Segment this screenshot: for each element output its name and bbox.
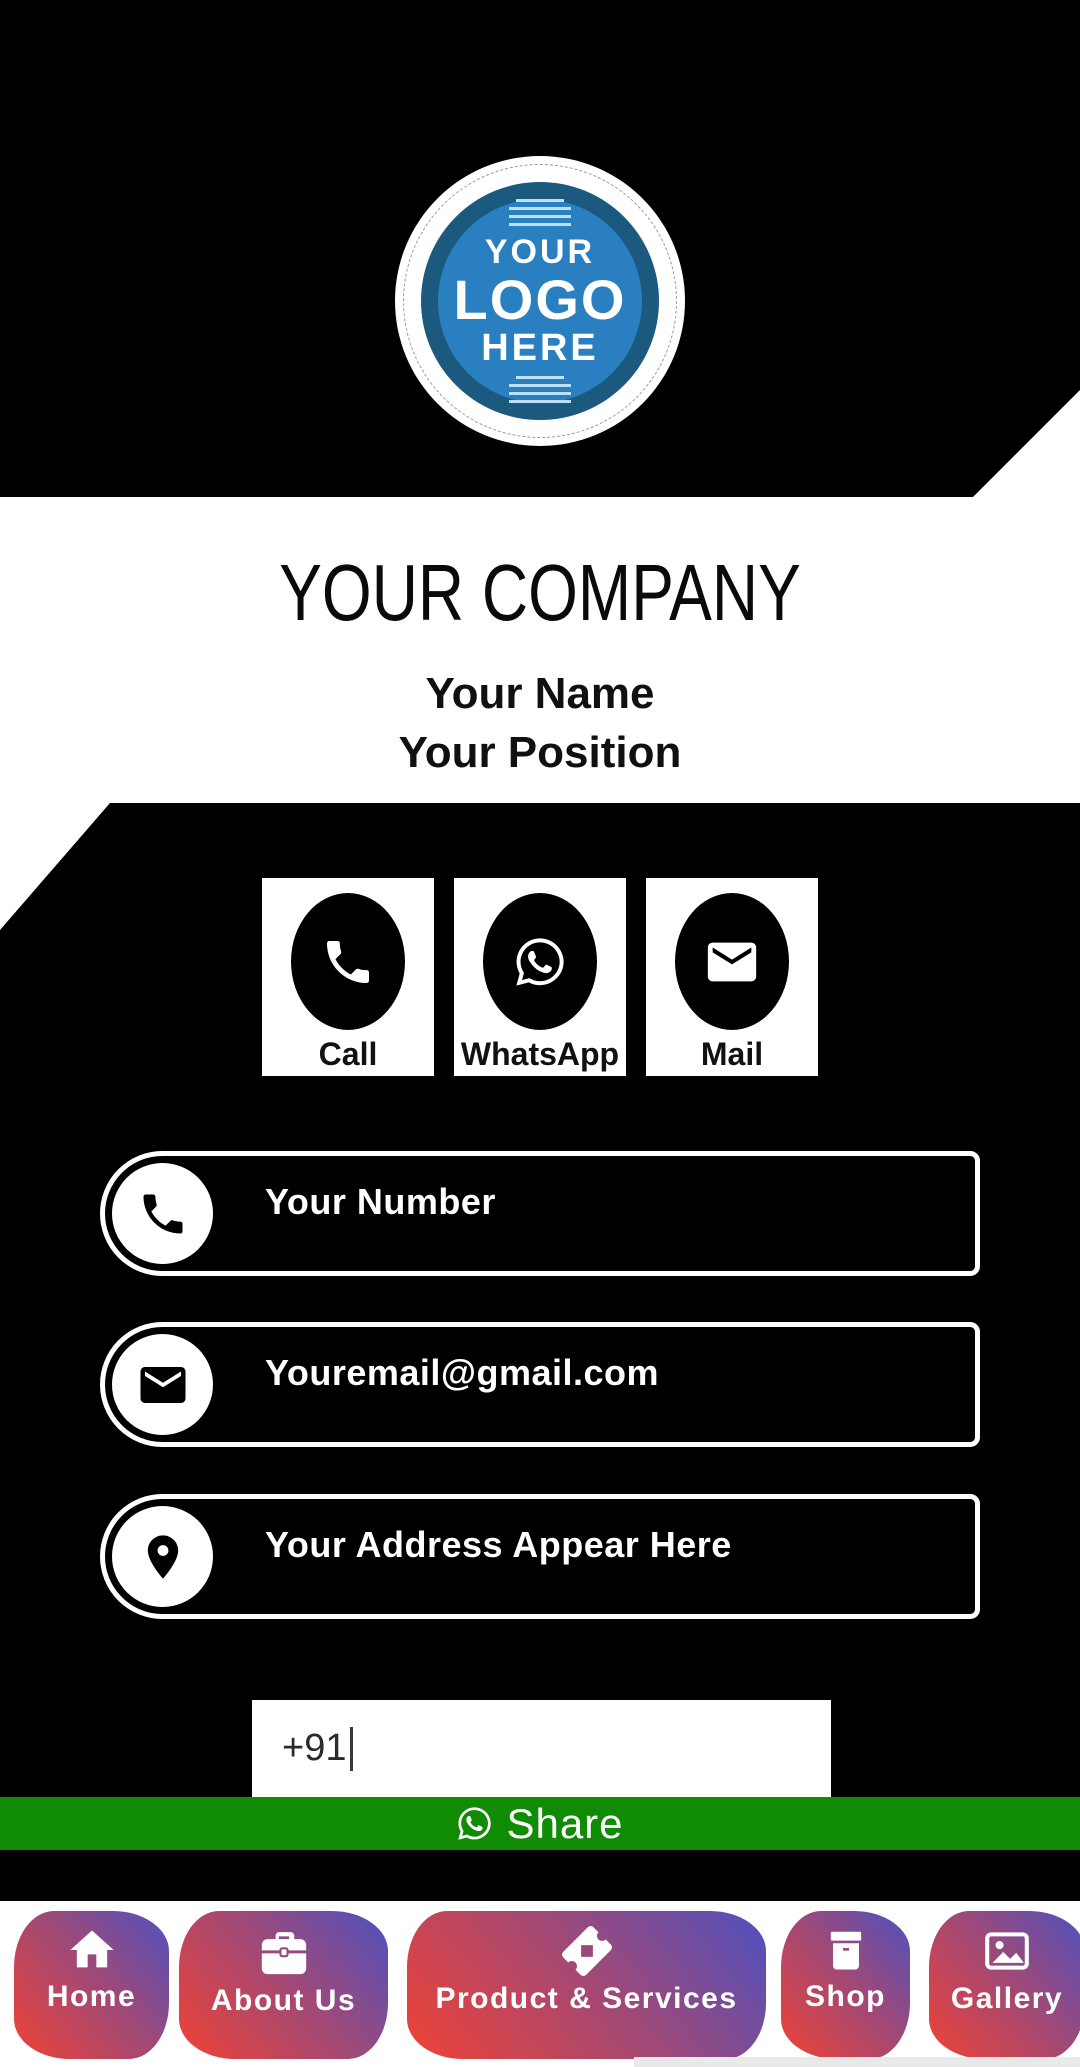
company-name: YOUR COMPANY [279, 548, 801, 637]
whatsapp-action-label: WhatsApp [460, 1036, 620, 1072]
logo-decor-lines-top [509, 199, 571, 226]
logo-decor-lines-bottom [509, 376, 571, 403]
nav-button-home[interactable] [14, 1911, 169, 2059]
band-diagonal-top-right [973, 390, 1080, 497]
phone-icon [291, 893, 405, 1030]
mail-icon [675, 893, 789, 1030]
company-info-band [0, 497, 1080, 803]
address-pill[interactable] [100, 1494, 980, 1619]
call-action-card[interactable] [262, 878, 434, 1076]
mail-action-card[interactable] [646, 878, 818, 1076]
bottom-navigation [0, 1901, 1080, 2067]
logo-text-your: YOUR [484, 232, 596, 271]
whatsapp-icon [483, 893, 597, 1030]
nav-gallery-label: Gallery [950, 1982, 1064, 2015]
email-text: Youremail@gmail.com [265, 1351, 660, 1393]
box-icon [820, 1924, 872, 1976]
location-pin-icon [112, 1506, 213, 1607]
mail-action-label: Mail [700, 1036, 764, 1072]
logo-disc [438, 199, 642, 403]
mail-icon [112, 1334, 213, 1435]
phone-number-pill[interactable] [100, 1151, 980, 1276]
logo-text-logo: LOGO [453, 267, 627, 331]
quick-actions-row [0, 878, 1080, 1076]
nav-product-services-label: Product & Services [435, 1982, 738, 2015]
text-cursor [350, 1727, 353, 1771]
phone-number-text: Your Number [265, 1180, 496, 1222]
person-name: Your Name [425, 669, 655, 718]
share-button-label: Share [506, 1799, 624, 1847]
address-text: Your Address Appear Here [265, 1523, 732, 1565]
nav-home-label: Home [46, 1980, 137, 2013]
logo-text-here: HERE [481, 326, 599, 369]
nav-button-shop[interactable] [781, 1911, 910, 2059]
horizontal-scrollbar[interactable] [634, 2057, 1080, 2067]
whatsapp-action-card[interactable] [454, 878, 626, 1076]
phone-input-value: +91 [282, 1727, 347, 1769]
person-position: Your Position [398, 728, 682, 777]
phone-number-input[interactable] [252, 1700, 831, 1797]
home-icon [66, 1924, 118, 1976]
company-logo [395, 156, 685, 446]
nav-button-product-services[interactable] [407, 1911, 766, 2059]
call-action-label: Call [318, 1036, 378, 1072]
nav-shop-label: Shop [805, 1980, 886, 2013]
nav-about-label: About Us [210, 1984, 357, 2017]
ticket-icon [548, 1913, 624, 1989]
email-pill[interactable] [100, 1322, 980, 1447]
briefcase-icon [256, 1924, 312, 1980]
nav-button-gallery[interactable] [929, 1911, 1080, 2059]
gallery-icon [980, 1924, 1034, 1978]
nav-button-about-us[interactable] [179, 1911, 388, 2059]
phone-icon [112, 1163, 213, 1264]
whatsapp-share-button[interactable] [0, 1797, 1080, 1850]
whatsapp-icon [456, 1805, 493, 1842]
